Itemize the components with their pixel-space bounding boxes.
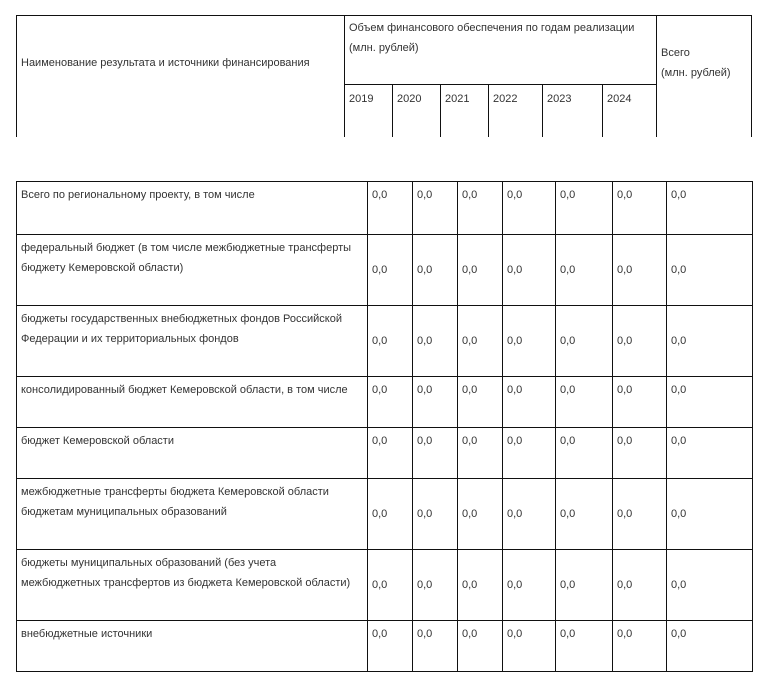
row-total-value: 0,0 <box>667 377 753 428</box>
row-total-value: 0,0 <box>667 621 753 672</box>
row-year-value: 0,0 <box>368 550 413 621</box>
row-year-value: 0,0 <box>413 182 458 235</box>
row-year-value: 0,0 <box>556 306 613 377</box>
header-year-divider <box>488 84 489 137</box>
header-year: 2023 <box>547 93 572 105</box>
row-label-line: межбюджетных трансфертов из бюджета Кемеровской области) <box>21 577 351 589</box>
row-year-value: 0,0 <box>556 621 613 672</box>
header-years-divider <box>344 84 657 85</box>
row-year-value: 0,0 <box>556 550 613 621</box>
row-year-value: 0,0 <box>613 550 667 621</box>
row-year-value: 0,0 <box>368 235 413 306</box>
row-year-value: 0,0 <box>613 428 667 479</box>
row-year-value: 0,0 <box>413 621 458 672</box>
row-label <box>17 377 368 428</box>
row-year-value: 0,0 <box>458 428 503 479</box>
row-year-value: 0,0 <box>458 550 503 621</box>
row-label-line: внебюджетные источники <box>21 628 153 640</box>
row-year-value: 0,0 <box>556 377 613 428</box>
row-year-value: 0,0 <box>368 377 413 428</box>
row-year-value: 0,0 <box>458 182 503 235</box>
row-year-value: 0,0 <box>613 377 667 428</box>
header-year-divider <box>440 84 441 137</box>
row-year-value: 0,0 <box>556 235 613 306</box>
header-name-cell: Наименование результата и источники финансирования <box>21 57 310 69</box>
row-year-value: 0,0 <box>503 621 556 672</box>
header-year: 2019 <box>349 93 374 105</box>
row-year-value: 0,0 <box>458 479 503 550</box>
row-label-line: бюджеты муниципальных образований (без учета <box>21 557 277 569</box>
row-total-value: 0,0 <box>667 235 753 306</box>
header-border-right <box>751 15 752 137</box>
row-year-value: 0,0 <box>368 479 413 550</box>
row-year-value: 0,0 <box>458 306 503 377</box>
row-year-value: 0,0 <box>368 182 413 235</box>
row-label-line: консолидированный бюджет Кемеровской области, в том числе <box>21 384 348 396</box>
row-label-line: бюджету Кемеровской области) <box>21 262 184 274</box>
row-year-value: 0,0 <box>503 306 556 377</box>
row-year-value: 0,0 <box>503 479 556 550</box>
row-year-value: 0,0 <box>368 428 413 479</box>
row-label <box>17 235 368 306</box>
row-year-value: 0,0 <box>413 479 458 550</box>
header-total-unit: (млн. рублей) <box>661 67 731 79</box>
row-year-value: 0,0 <box>413 306 458 377</box>
header-total-title: Всего <box>661 47 690 59</box>
row-year-value: 0,0 <box>613 479 667 550</box>
row-year-value: 0,0 <box>413 550 458 621</box>
row-total-value: 0,0 <box>667 550 753 621</box>
row-label <box>17 306 368 377</box>
row-total-value: 0,0 <box>667 182 753 235</box>
header-year: 2024 <box>607 93 632 105</box>
row-year-value: 0,0 <box>413 428 458 479</box>
financing-table <box>16 181 753 672</box>
header-year-divider <box>392 84 393 137</box>
row-year-value: 0,0 <box>503 377 556 428</box>
header-year: 2020 <box>397 93 422 105</box>
row-year-value: 0,0 <box>503 182 556 235</box>
header-year-divider <box>602 84 603 137</box>
row-year-value: 0,0 <box>503 235 556 306</box>
row-total-value: 0,0 <box>667 428 753 479</box>
row-total-value: 0,0 <box>667 479 753 550</box>
header-volume-title: Объем финансового обеспечения по годам реализации <box>349 22 635 34</box>
row-year-value: 0,0 <box>368 621 413 672</box>
table-row <box>17 182 753 235</box>
row-year-value: 0,0 <box>556 428 613 479</box>
header-border-left <box>16 15 17 137</box>
row-label-line: бюджетам муниципальных образований <box>21 506 227 518</box>
row-label-line: бюджеты государственных внебюджетных фондов Российской <box>21 313 342 325</box>
row-year-value: 0,0 <box>413 377 458 428</box>
header-border-top <box>16 15 752 16</box>
table-row <box>17 479 753 550</box>
row-label-line: бюджет Кемеровской области <box>21 435 174 447</box>
header-volume-unit: (млн. рублей) <box>349 42 419 54</box>
row-label-line: межбюджетные трансферты бюджета Кемеровской области <box>21 486 329 498</box>
table-header <box>0 0 759 140</box>
row-year-value: 0,0 <box>503 550 556 621</box>
row-year-value: 0,0 <box>458 235 503 306</box>
row-label <box>17 479 368 550</box>
row-label-line: Всего по региональному проекту, в том числе <box>21 189 255 201</box>
row-year-value: 0,0 <box>613 235 667 306</box>
row-year-value: 0,0 <box>458 621 503 672</box>
row-year-value: 0,0 <box>503 428 556 479</box>
row-year-value: 0,0 <box>613 621 667 672</box>
row-year-value: 0,0 <box>458 377 503 428</box>
header-year-divider <box>542 84 543 137</box>
row-label <box>17 182 368 235</box>
row-total-value: 0,0 <box>667 306 753 377</box>
row-label <box>17 621 368 672</box>
row-label <box>17 428 368 479</box>
row-label-line: Федерации и их территориальных фондов <box>21 333 239 345</box>
header-year: 2021 <box>445 93 470 105</box>
table-row <box>17 621 753 672</box>
row-year-value: 0,0 <box>556 479 613 550</box>
table-row <box>17 306 753 377</box>
table-row <box>17 235 753 306</box>
row-year-value: 0,0 <box>556 182 613 235</box>
header-divider <box>656 15 657 137</box>
row-label <box>17 550 368 621</box>
row-year-value: 0,0 <box>613 306 667 377</box>
row-year-value: 0,0 <box>613 182 667 235</box>
row-year-value: 0,0 <box>368 306 413 377</box>
table-row <box>17 550 753 621</box>
header-divider <box>344 15 345 137</box>
table-row <box>17 377 753 428</box>
row-label-line: федеральный бюджет (в том числе межбюджетные трансферты <box>21 242 352 254</box>
header-year: 2022 <box>493 93 518 105</box>
table-row <box>17 428 753 479</box>
row-year-value: 0,0 <box>413 235 458 306</box>
